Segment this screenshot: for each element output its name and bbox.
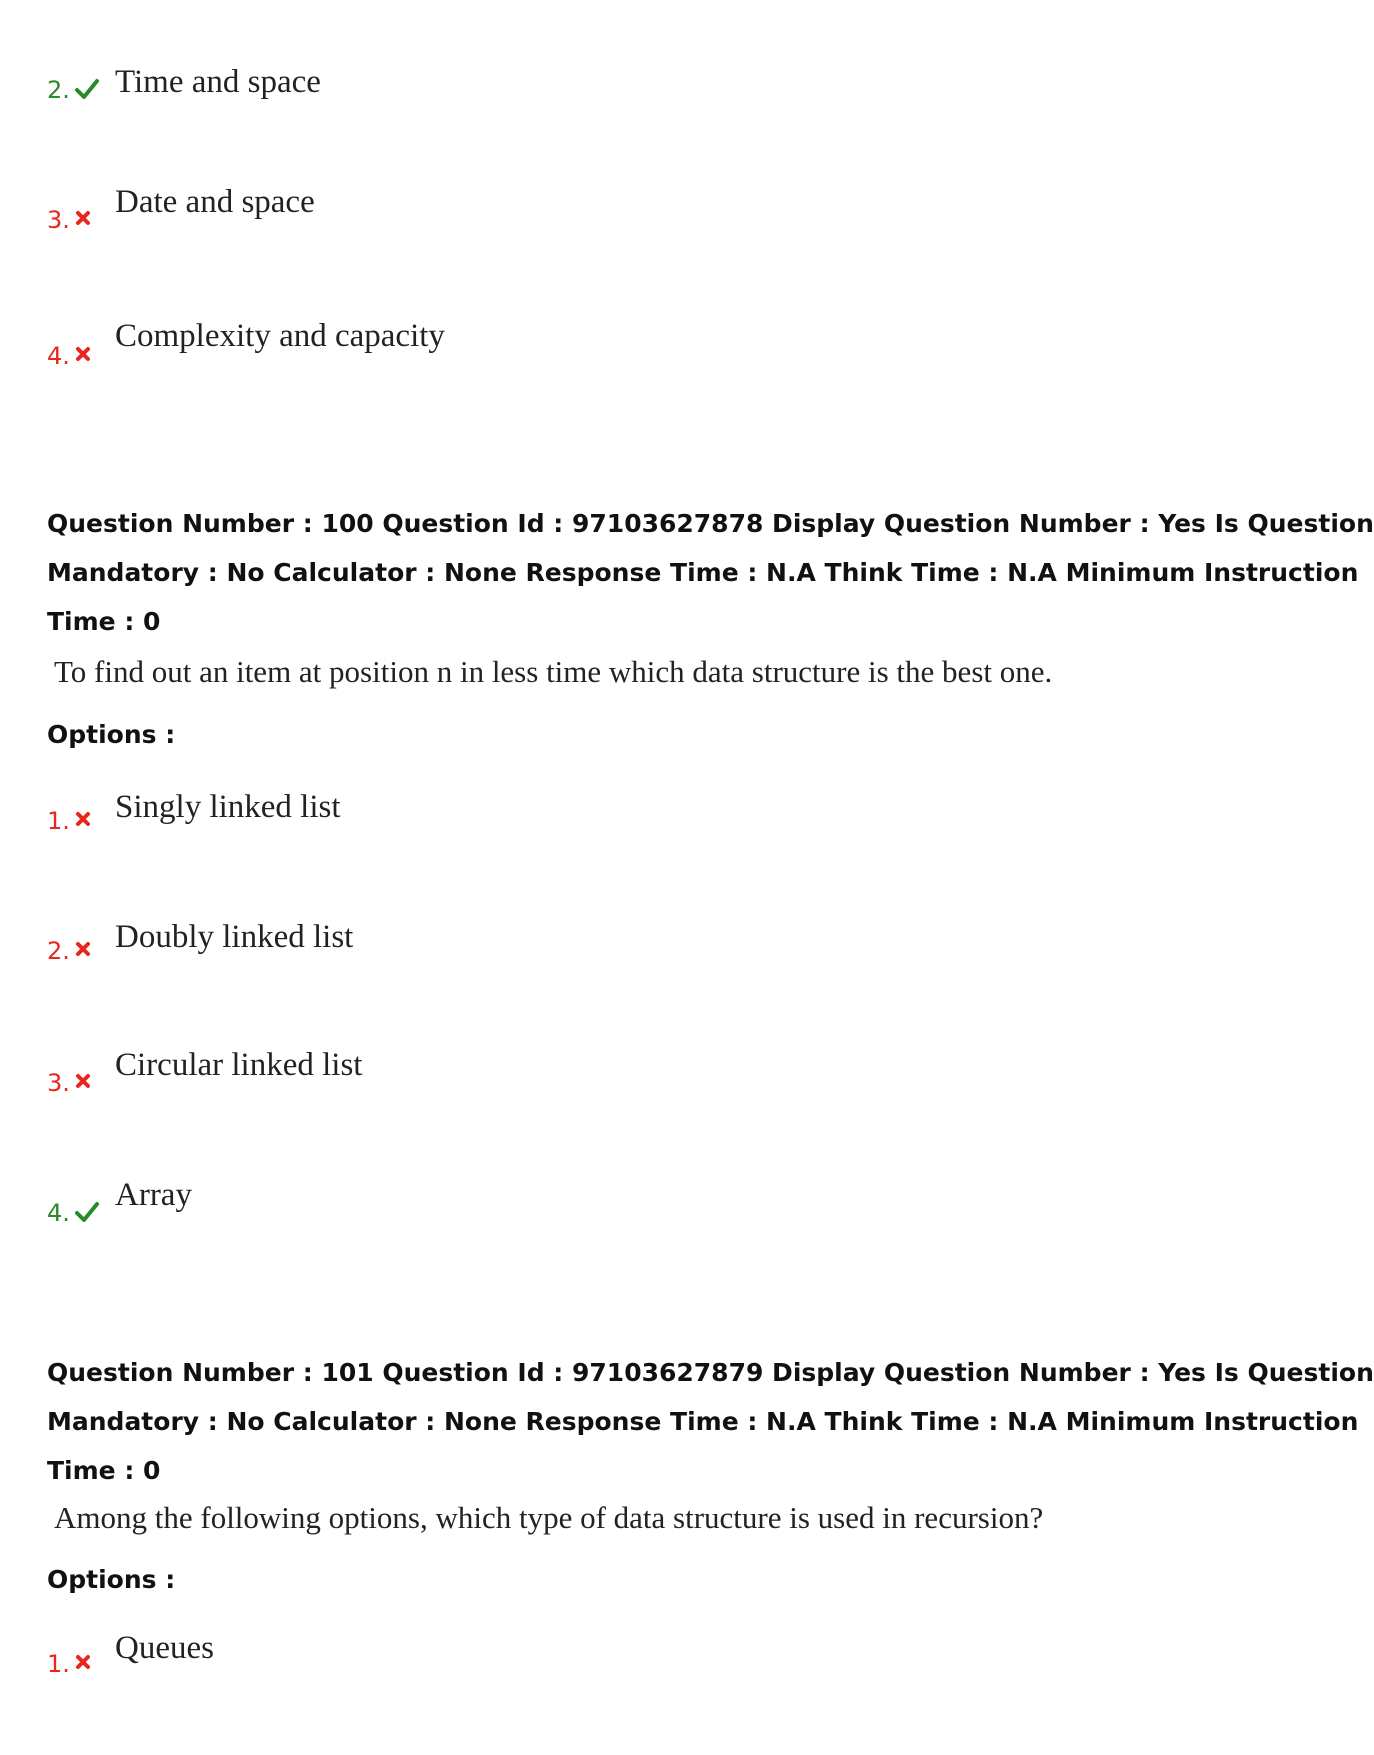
- option-number: 3.: [47, 206, 70, 234]
- question-meta-line: Question Number : 100 Question Id : 97103627878 Display Question Number : Yes Is Question: [47, 509, 1374, 538]
- cross-icon: [75, 1654, 91, 1670]
- cross-icon: [75, 346, 91, 362]
- options-label: Options :: [47, 720, 176, 749]
- option-text: Array: [115, 1177, 192, 1213]
- option-number: 4.: [47, 342, 70, 370]
- check-icon: [75, 78, 99, 100]
- options-label: Options :: [47, 1565, 176, 1594]
- question-text: Among the following options, which type of data structure is used in recursion?: [54, 1500, 1044, 1535]
- cross-icon: [75, 811, 91, 827]
- question-meta: [47, 1348, 1374, 1495]
- cross-icon: [75, 210, 91, 226]
- option-number: 2.: [47, 76, 70, 104]
- option-number: 3.: [47, 1069, 70, 1097]
- question-meta-line: Question Number : 101 Question Id : 97103627879 Display Question Number : Yes Is Question: [47, 1358, 1374, 1387]
- option-number: 1.: [47, 807, 70, 835]
- option-number: 4.: [47, 1199, 70, 1227]
- option-text: Date and space: [115, 184, 315, 220]
- option-text: Doubly linked list: [115, 919, 354, 955]
- option-number: 1.: [47, 1650, 70, 1678]
- cross-icon: [75, 1073, 91, 1089]
- question-meta-line: Mandatory : No Calculator : None Response Time : N.A Think Time : N.A Minimum Instruction: [47, 558, 1359, 587]
- option-text: Complexity and capacity: [115, 318, 445, 354]
- option-text: Time and space: [115, 64, 321, 100]
- cross-icon: [75, 941, 91, 957]
- option-text: Queues: [115, 1630, 214, 1666]
- option-text: Circular linked list: [115, 1047, 363, 1083]
- option-number: 2.: [47, 937, 70, 965]
- question-meta-line: Mandatory : No Calculator : None Response Time : N.A Think Time : N.A Minimum Instruction: [47, 1407, 1359, 1436]
- check-icon: [75, 1201, 99, 1223]
- question-meta-line: Time : 0: [47, 1456, 161, 1485]
- option-text: Singly linked list: [115, 789, 341, 825]
- question-text: To find out an item at position n in less time which data structure is the best one.: [54, 654, 1053, 689]
- question-meta: [47, 499, 1374, 646]
- question-meta-line: Time : 0: [47, 607, 161, 636]
